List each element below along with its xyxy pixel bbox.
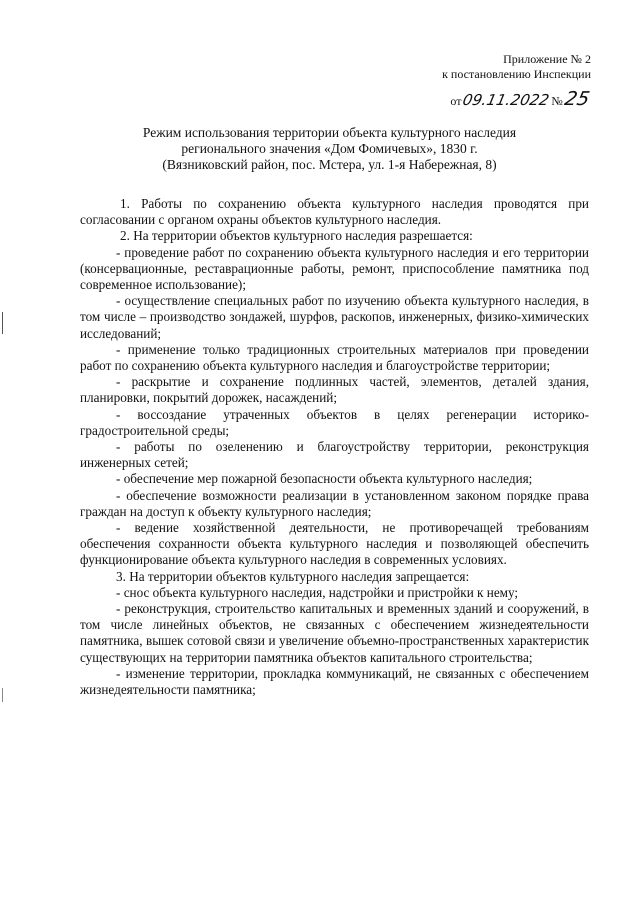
title-line: регионального значения «Дом Фомичевых», 1830 г. bbox=[181, 141, 478, 156]
scan-edge-mark bbox=[2, 312, 3, 334]
list-item: - воссоздание утраченных объектов в целях регенерации историко-градостроительной среды; bbox=[80, 406, 589, 438]
paragraph-item-2: 2. На территории объектов культурного наследия разрешается: bbox=[120, 228, 473, 244]
list-item: - работы по озеленению и благоустройству территории, реконструкция инженерных сетей; bbox=[80, 439, 589, 471]
list-item: - раскрытие и сохранение подлинных частей, элементов, деталей здания, планировки, покрытий дорожек, насаждений; bbox=[80, 374, 589, 406]
appendix-line: к постановлению Инспекции bbox=[442, 67, 591, 81]
list-item: - проведение работ по сохранению объекта культурного наследия и его территории (консервационные, реставрационные работы, ремонт, приспособление памятника под современное использование); bbox=[80, 244, 589, 293]
document-body bbox=[80, 196, 589, 698]
handwritten-number: 25 bbox=[562, 88, 592, 110]
handwritten-date: 09.11.2022 bbox=[461, 91, 552, 109]
list-item: - снос объекта культурного наследия, надстройки и пристройки к нему; bbox=[116, 584, 519, 600]
paragraph-item-3: 3. На территории объектов культурного наследия запрещается: bbox=[116, 568, 470, 584]
list-item: - обеспечение возможности реализации в установленном законом порядке права граждан на доступ к объекту культурного наследия; bbox=[80, 487, 589, 519]
document-title bbox=[70, 125, 589, 173]
scan-edge-mark bbox=[2, 688, 3, 702]
list-item: - применение только традиционных строительных материалов при проведении работ по сохранению объекта культурного наследия и благоустройстве территории; bbox=[80, 341, 589, 374]
list-item: - ведение хозяйственной деятельности, не противоречащей требованиям обеспечения сохранности объекта культурного наследия и позволяющей обеспечить функционирование объекта культурного наследия в современных условиях. bbox=[80, 520, 589, 568]
date-number-line bbox=[450, 88, 591, 110]
paragraph-item-1: 1. Работы по сохранению объекта культурного наследия проводятся при согласовании с органом охраны объектов культурного наследия. bbox=[80, 196, 589, 228]
title-line: Режим использования территории объекта культурного наследия bbox=[142, 125, 517, 140]
number-sign: № bbox=[551, 94, 563, 108]
appendix-header bbox=[442, 52, 591, 82]
list-item: - изменение территории, прокладка коммуникаций, не связанных с обеспечением жизнедеятельности памятника; bbox=[80, 665, 589, 698]
appendix-line: Приложение № 2 bbox=[503, 52, 591, 66]
date-prefix: от bbox=[450, 94, 462, 108]
list-item: - реконструкция, строительство капитальных и временных зданий и сооружений, в том числе линейных объектов, не связанных с обеспечением жизнедеятельности памятника, вышек сотовой связи и увеличение объемно-пространственных характеристик существующих на территории памятника объектов капитального строительства; bbox=[80, 601, 589, 665]
list-item: - осуществление специальных работ по изучению объекта культурного наследия, в том числе – производство зондажей, шурфов, раскопов, инженерных, физико-химических исследований; bbox=[80, 293, 589, 341]
title-line: (Вязниковский район, пос. Мстера, ул. 1-я Набережная, 8) bbox=[162, 157, 497, 172]
list-item: - обеспечение мер пожарной безопасности объекта культурного наследия; bbox=[116, 471, 533, 487]
